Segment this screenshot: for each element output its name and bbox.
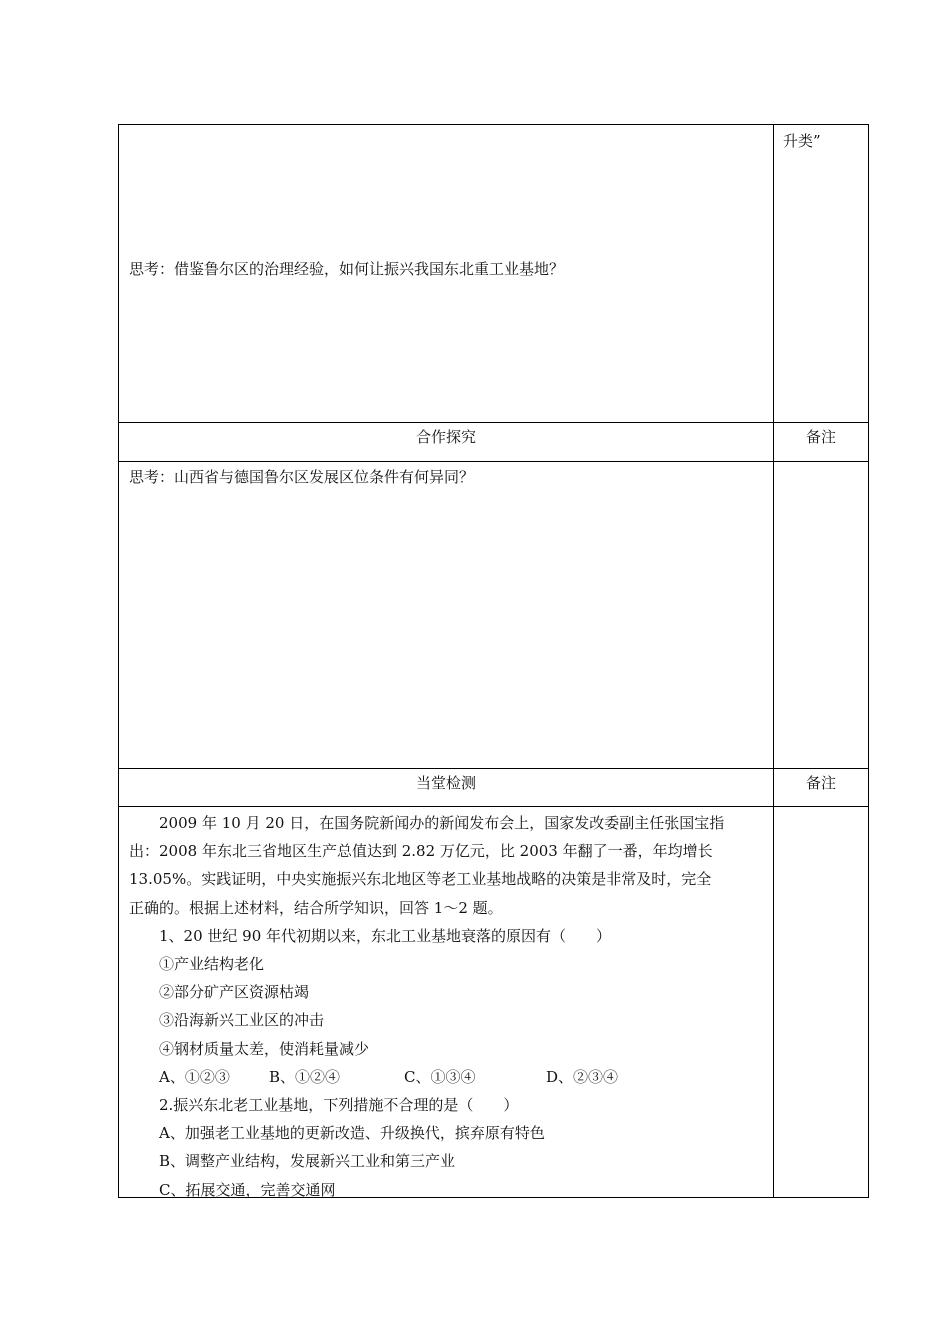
question-2-option: C、拓展交通，完善交通网: [159, 1180, 336, 1199]
intro-line: 出：2008 年东北三省地区生产总值达到 2.82 万亿元，比 2003 年翻了一番，年均增长: [129, 842, 713, 861]
remark-header: 备注: [805, 774, 836, 792]
intro-line: 正确的。根据上述材料，结合所学知识，回答 1～2 题。: [129, 898, 503, 917]
section-header-in-class-test: 当堂检测: [415, 774, 476, 792]
test-content: [129, 809, 765, 1204]
intro-line: 2009 年 10 月 20 日，在国务院新闻办的新闻发布会上，国家发改委副主任张国宝指: [159, 814, 725, 832]
question-1-item: ①产业结构老化: [159, 955, 265, 974]
row-divider: [119, 806, 868, 807]
question-1-item: ④钢材质量太差，使消耗量减少: [159, 1039, 370, 1058]
option-b: B、①②④: [269, 1067, 341, 1086]
question-1-stem: 1、20 世纪 90 年代初期以来，东北工业基地衰落的原因有（ ）: [159, 926, 612, 945]
reflection-question-2: 思考：山西省与德国鲁尔区发展区位条件有何异同？: [129, 468, 475, 486]
question-1-options: [129, 1063, 765, 1091]
option-c: C、①③④: [404, 1067, 476, 1086]
worksheet-table: [118, 124, 869, 1198]
question-2-stem: 2.振兴东北老工业基地，下列措施不合理的是（ ）: [159, 1096, 519, 1115]
section-header-cooperative-inquiry: 合作探究: [415, 428, 476, 446]
question-1-item: ③沿海新兴工业区的冲击: [159, 1011, 325, 1030]
remark-header: 备注: [805, 428, 836, 446]
question-1-item: ②部分矿产区资源枯竭: [159, 983, 310, 1002]
row-divider: [119, 461, 868, 462]
reflection-question-1: 思考：借鉴鲁尔区的治理经验，如何让振兴我国东北重工业基地？: [129, 260, 565, 278]
option-a: A、①②③: [159, 1067, 230, 1086]
question-2-option: B、调整产业结构，发展新兴工业和第三产业: [159, 1152, 456, 1171]
option-d: D、②③④: [546, 1067, 619, 1086]
column-divider: [773, 125, 774, 1197]
question-2-option: A、加强老工业基地的更新改造、升级换代，摈弃原有特色: [159, 1124, 545, 1143]
intro-line: 13.05%。实践证明，中央实施振兴东北地区等老工业基地战略的决策是非常及时，完全: [129, 870, 712, 889]
side-note: 升类”: [783, 132, 821, 150]
